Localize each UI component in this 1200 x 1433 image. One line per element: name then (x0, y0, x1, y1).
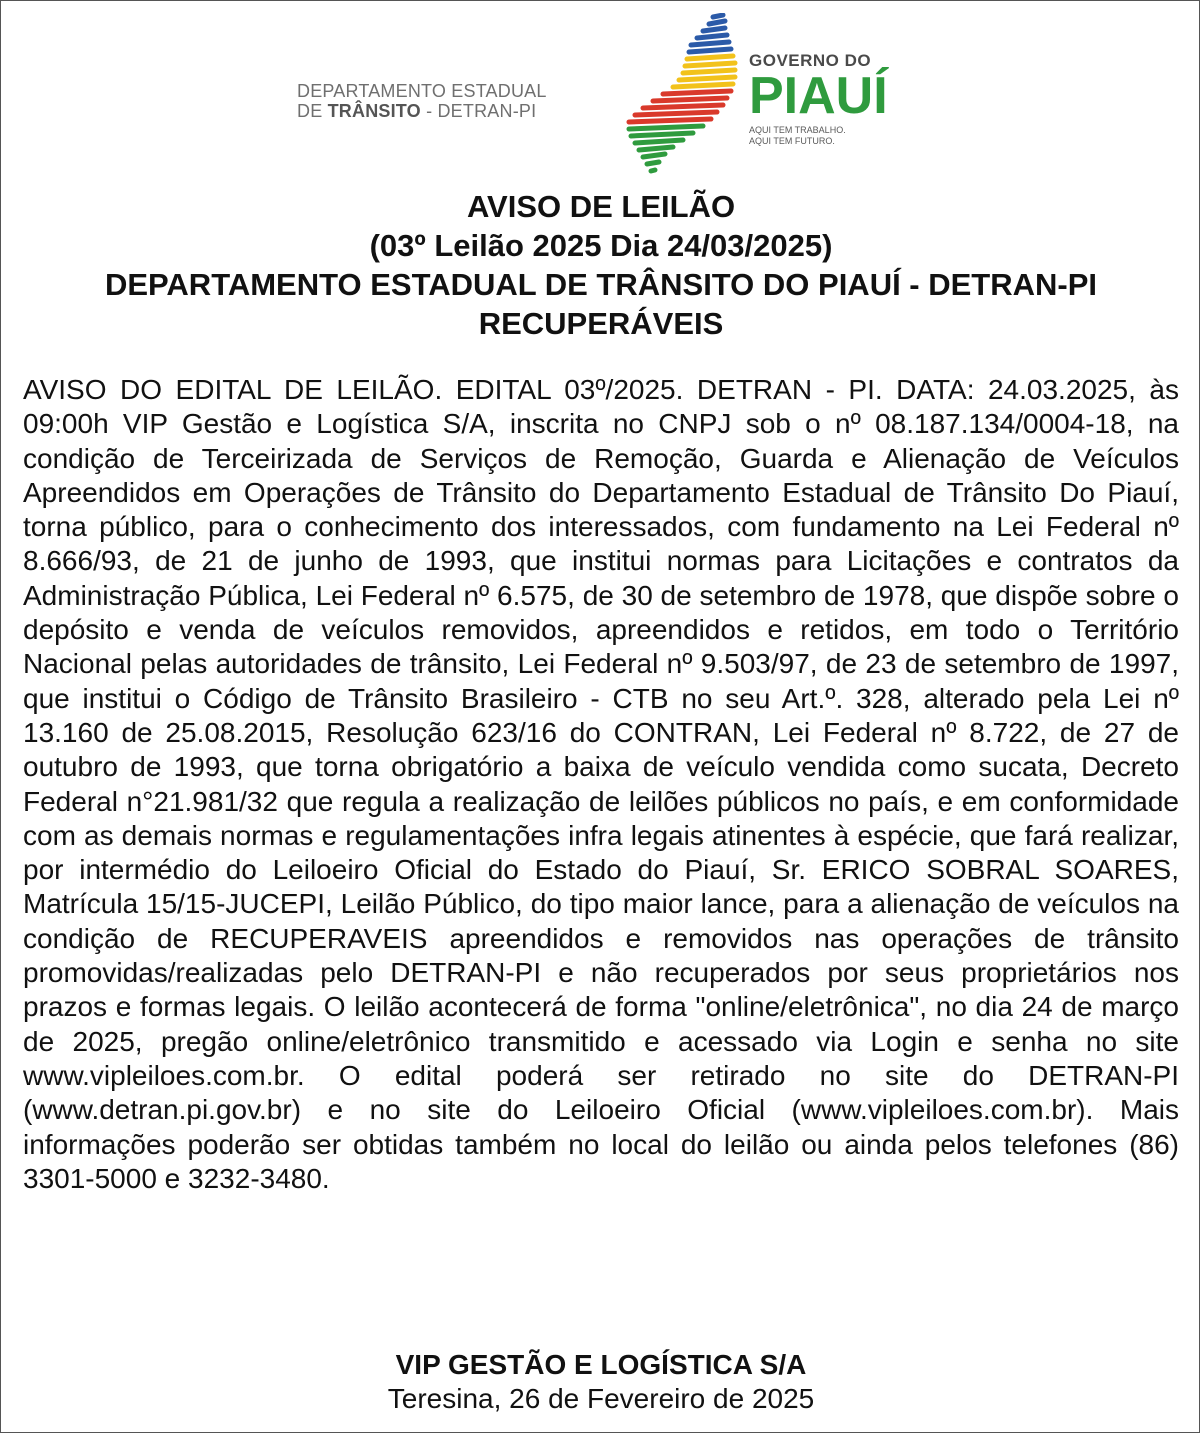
piaui-logo-slogan-1: AQUI TEM TRABALHO. (749, 125, 846, 135)
map-stripe (651, 170, 655, 171)
map-stripe (631, 133, 693, 136)
detran-logo-line1: DEPARTAMENTO ESTADUAL (297, 81, 547, 101)
notice-title: AVISO DE LEILÃO (466, 189, 736, 224)
piaui-logo-state: PIAUÍ (749, 67, 888, 125)
detran-logo-suffix: - DETRAN-PI (420, 101, 537, 121)
map-stripe (687, 56, 733, 59)
signature-place-date: Teresina, 26 de Fevereiro de 2025 (387, 1383, 815, 1414)
detran-logo (297, 81, 597, 121)
map-stripe (663, 91, 731, 94)
piaui-logo-slogan-2: AQUI TEM FUTURO. (749, 136, 835, 146)
piaui-government-logo (749, 51, 919, 147)
map-stripe (643, 105, 723, 108)
notice-category: RECUPERÁVEIS (478, 306, 724, 341)
map-stripe (635, 140, 683, 143)
map-stripe (629, 119, 711, 122)
map-stripe (709, 21, 725, 24)
map-stripe (643, 154, 665, 157)
detran-logo-de: DE (297, 101, 328, 121)
detran-logo-transito: TRÂNSITO (327, 101, 421, 121)
map-stripe (653, 98, 727, 101)
map-stripe (647, 162, 659, 164)
piaui-logo-government: GOVERNO DO (749, 51, 872, 70)
map-stripe (691, 42, 729, 45)
map-stripe (713, 15, 723, 17)
map-stripe (629, 126, 703, 129)
map-stripe (685, 63, 735, 66)
map-stripe (683, 70, 735, 73)
map-stripe (639, 147, 673, 150)
map-stripe (703, 28, 725, 31)
notice-titles (21, 187, 1181, 343)
notice-body: AVISO DO EDITAL DE LEILÃO. EDITAL 03º/2025. DETRAN - PI. DATA: 24.03.2025, às 09:00h VIP Gestão e Logística S/A, inscrita no CNPJ sob o nº 08.187.134/0004-18, na condição de Terceirizada de Serviços de Remoção, Guarda e Alienação de Veículos Apreendidos em Operações de Trânsito do Departamento Estadual de Trânsito Do Piauí, torna público, para o conhecimento dos interessados, com fundamento na Lei Federal nº 8.666/93, de 21 de junho de 1993, que institui normas para Licitações e contratos da Administração Pública, Lei Federal nº 6.575, de 30 de setembro de 1978, que dispõe sobre o depósito e venda de veículos removidos, apreendidos e retidos, em todo o Território Nacional pelas autoridades de trânsito, Lei Federal nº 9.503/97, de 23 de setembro de 1997, que institui o Código de Trânsito Brasileiro - CTB no seu Art.º. 328, alterado pela Lei nº 13.160 de 25.08.2015, Resolução 623/16 do CONTRAN, Lei Federal nº 8.722, de 27 de outubro de 1993, que torna obrigatório a baixa de veículo vendida como sucata, Decreto Federal n°21.981/32 que regula a realização de leilões públicos no país, e em conformidade com as demais normas e regulamentações infra legais atinentes à espécie, que fará realizar, por intermédio do Leiloeiro Oficial do Estado do Piauí, Sr. ERICO SOBRAL SOARES, Matrícula 15/15-JUCEPI, Leilão Público, do tipo maior lance, para a alienação de veículos na condição de RECUPERAVEIS apreendidos e removidos nas operações de trânsito promovidas/realizadas pelo DETRAN-PI e não recuperados por seus proprietários nos prazos e formas legais. O leilão acontecerá de forma "online/eletrônica", no dia 24 de março de 2025, pregão online/eletrônico transmitido e acessado via Login e senha no site www.vipleiloes.com.br. O edital poderá ser retirado no site do DETRAN-PI (www.detran.pi.gov.br) e no site do Leiloeiro Oficial (www.vipleiloes.com.br). Mais informações poderão ser obtidas também no local do leilão ou ainda pelos telefones (86) 3301-5000 e 3232-3480. (23, 374, 1179, 1194)
map-stripe (635, 112, 717, 115)
notice-department: DEPARTAMENTO ESTADUAL DE TRÂNSITO DO PIAUÍ - DETRAN-PI (104, 267, 1098, 302)
map-stripe (679, 77, 735, 80)
map-stripe (697, 35, 727, 38)
signature-block (21, 1348, 1181, 1416)
piaui-map-icon (625, 13, 745, 177)
map-stripe (689, 49, 731, 52)
notice-auction-date: (03º Leilão 2025 Dia 24/03/2025) (369, 228, 833, 263)
detran-logo-line2 (297, 101, 597, 121)
map-stripe (673, 84, 733, 87)
signature-company: VIP GESTÃO E LOGÍSTICA S/A (395, 1349, 807, 1380)
